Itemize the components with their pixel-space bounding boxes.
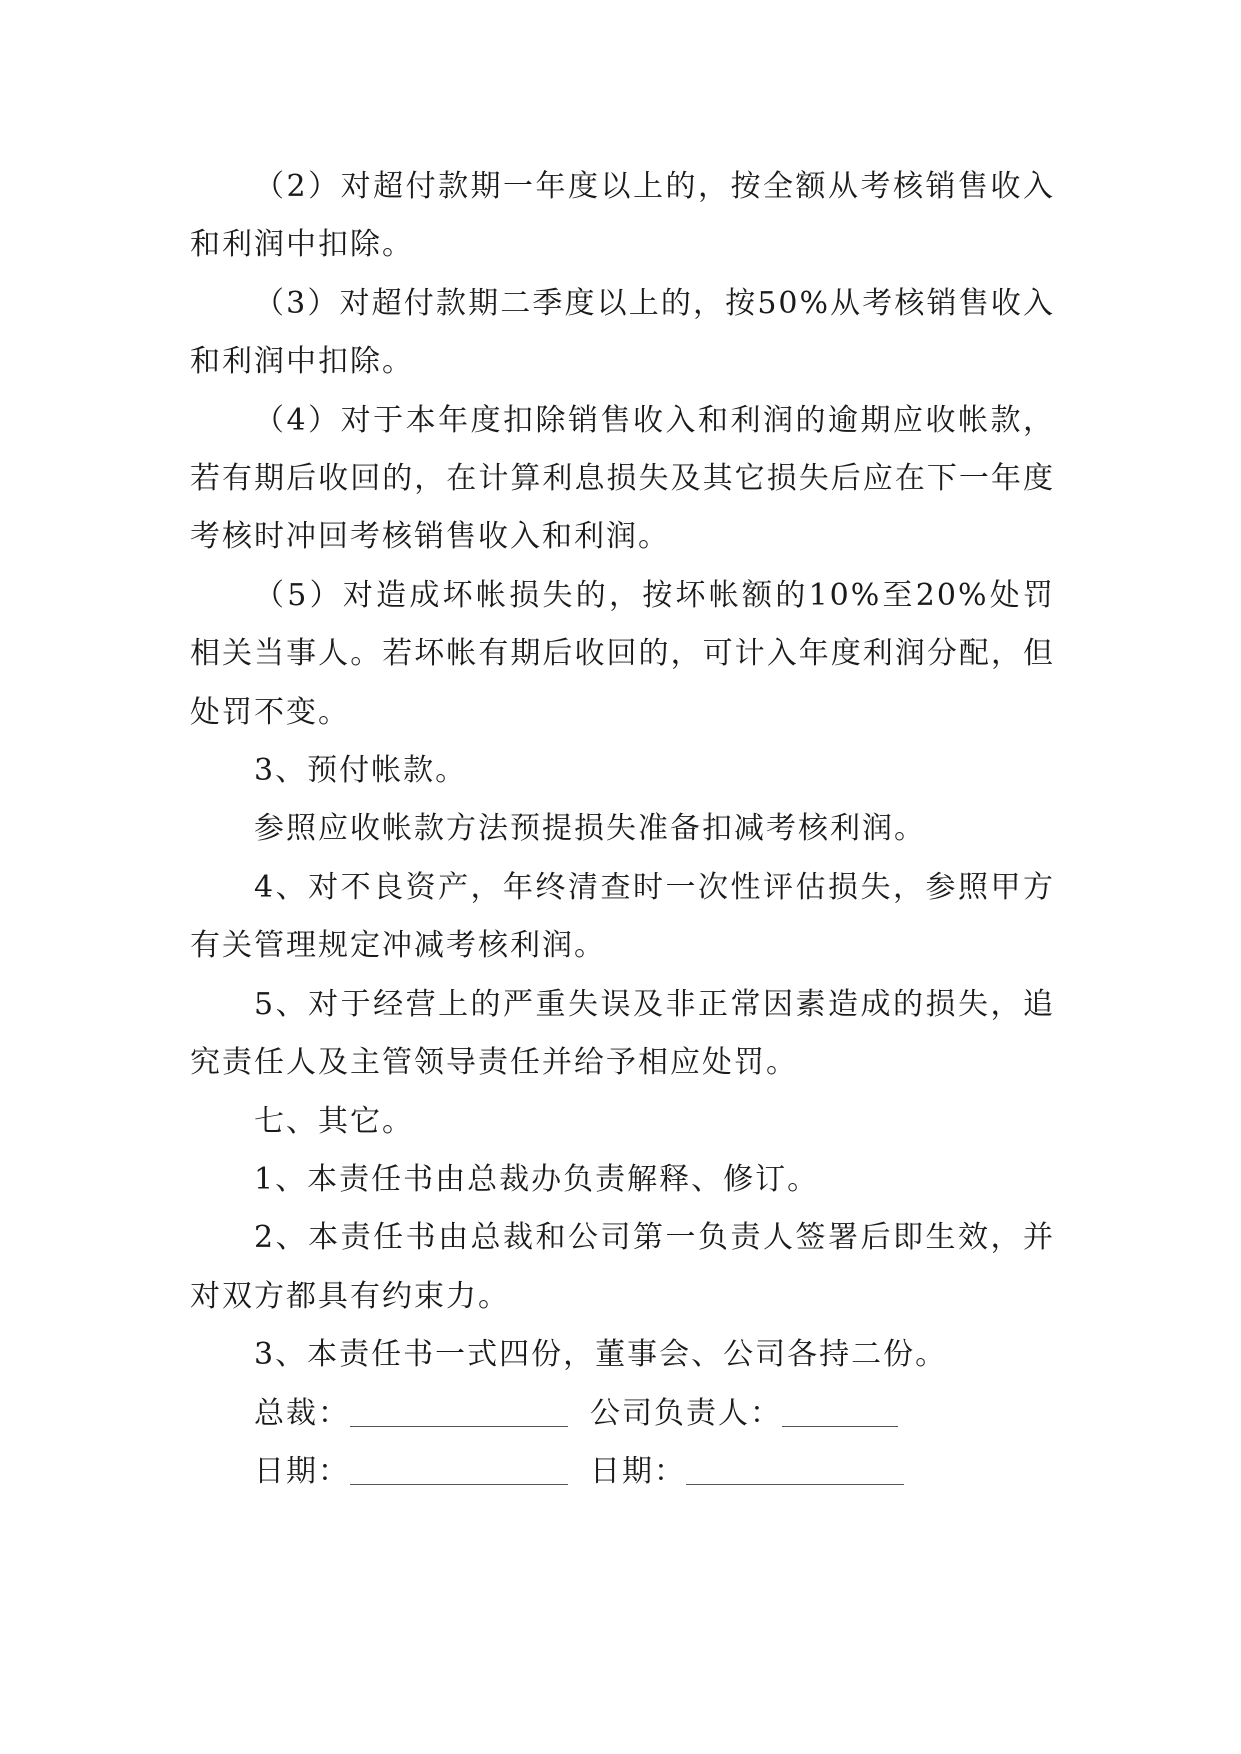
heading-other: 七、其它。 <box>254 1103 414 1139</box>
paragraph-other-2: 2、本责任书由总裁和公司第一负责人签署后即生效，并对双方都具有约束力。 <box>190 1220 1055 1314</box>
paragraph-item-2-2: （2）对超付款期一年度以上的，按全额从考核销售收入和利润中扣除。 <box>190 169 1055 263</box>
paragraph-section-4: 4、对不良资产，年终清查时一次性评估损失，参照甲方有关管理规定冲减考核利润。 <box>190 869 1055 964</box>
president-label: 总裁： <box>254 1395 350 1431</box>
paragraph-other-1: 1、本责任书由总裁办负责解释、修订。 <box>254 1161 820 1197</box>
company-date-line <box>686 1484 904 1485</box>
company-head-signature-line <box>782 1426 898 1427</box>
paragraph-other-3: 3、本责任书一式四份，董事会、公司各持二份。 <box>254 1337 948 1373</box>
president-signature-line <box>350 1426 568 1427</box>
president-date-line <box>350 1484 568 1485</box>
date-label-president: 日期： <box>254 1453 350 1489</box>
date-label-company: 日期： <box>590 1453 686 1489</box>
paragraph-section-5: 5、对于经营上的严重失误及非正常因素造成的损失，追究责任人及主管领导责任并给予相应处罚。 <box>190 986 1055 1081</box>
signature-row <box>190 1385 1055 1443</box>
company-head-label: 公司负责人： <box>590 1395 782 1431</box>
date-row <box>190 1443 1055 1501</box>
paragraph-item-2-4: （4）对于本年度扣除销售收入和利润的逾期应收帐款，若有期后收回的，在计算利息损失及其它损失后应在下一年度考核时冲回考核销售收入和利润。 <box>190 402 1055 555</box>
paragraph-section-3: 3、预付帐款。 <box>254 753 468 789</box>
document-page <box>190 158 1055 1501</box>
paragraph-prepaid-method: 参照应收帐款方法预提损失准备扣减考核利润。 <box>254 811 926 847</box>
paragraph-item-2-5: （5）对造成坏帐损失的，按坏帐额的10%至20%处罚相关当事人。若坏帐有期后收回的，可计入年度利润分配，但处罚不变。 <box>190 577 1055 730</box>
paragraph-item-2-3: （3）对超付款期二季度以上的，按50%从考核销售收入和利润中扣除。 <box>190 285 1055 380</box>
